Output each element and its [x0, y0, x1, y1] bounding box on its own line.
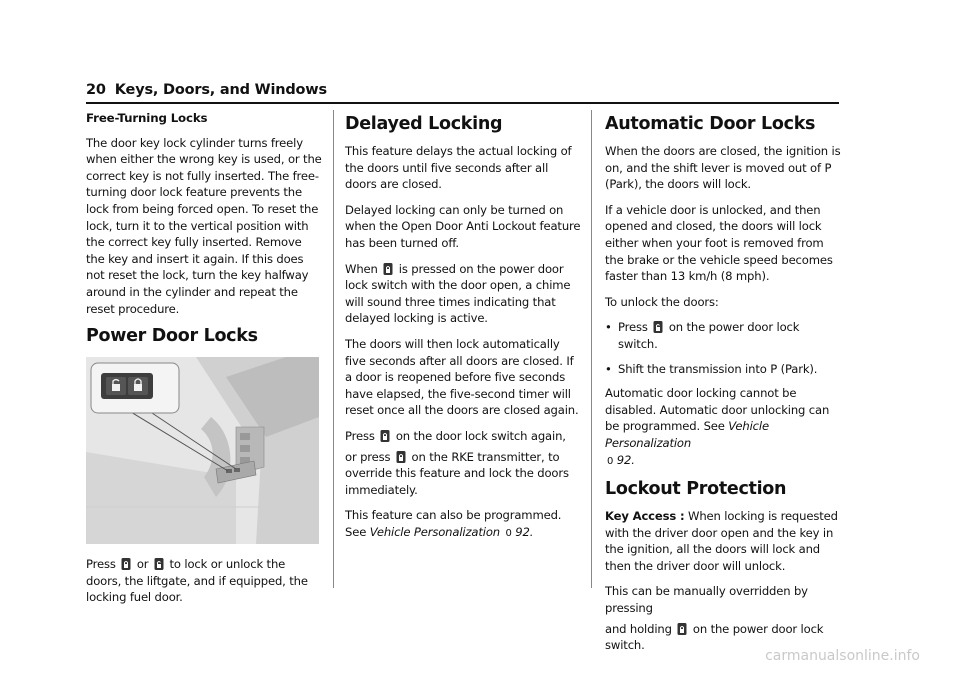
delayed-locking-heading: Delayed Locking — [345, 114, 503, 134]
door-lock-switch-illustration — [86, 357, 319, 544]
delayed-p7-text: This feature can also be programmed. See — [345, 508, 562, 539]
power-door-locks-heading: Power Door Locks — [86, 326, 258, 347]
bullet-press-unlock — [605, 319, 841, 352]
when-word: When — [345, 261, 378, 276]
auto-p4-text: Automatic door locking cannot be disabled. Automatic door unlocking can be programmed. See — [605, 386, 830, 434]
column-2 — [345, 110, 581, 551]
column-divider-2 — [591, 110, 592, 588]
lock-icon — [396, 451, 406, 463]
lock-icon — [383, 263, 393, 275]
power-lock-caption — [86, 556, 322, 606]
delayed-p6-text: on the RKE transmitter, to override this feature and lock the doors immediately. — [345, 449, 569, 497]
page-reference-number[interactable]: 92. — [616, 452, 635, 467]
vehicle-personalization-link[interactable]: Vehicle Personalization — [605, 419, 769, 450]
delayed-p6 — [345, 449, 581, 499]
column-divider-1 — [333, 110, 334, 588]
lockout-p3-text: on the power door lock switch. — [605, 621, 824, 653]
page-reference-number[interactable]: 92. — [515, 524, 534, 539]
auto-p3: To unlock the doors: — [605, 294, 719, 309]
auto-p4 — [605, 385, 841, 470]
key-access-label: Key Access : — [605, 509, 685, 524]
vehicle-personalization-link[interactable]: Vehicle Personalization — [369, 524, 500, 539]
press-word: Press — [345, 428, 375, 443]
page-number: 20 — [86, 82, 106, 98]
delayed-p3-text: is pressed on the power door lock switch with the door open, a chime will sound three times indicating that delayed locking is active. — [345, 261, 571, 326]
lock-icon — [380, 430, 390, 442]
or-press-words: or press — [345, 449, 391, 464]
delayed-p5-text: on the door lock switch again, — [395, 428, 566, 443]
lock-icon — [121, 558, 131, 570]
delayed-p1: This feature delays the actual locking of the doors until five seconds after all doors are closed. — [345, 144, 572, 192]
lockout-p1-text: When locking is requested with the driver door open and the key in the ignition, all the doors will lock and then the driver door will unlock. — [605, 509, 838, 573]
lock-icon — [677, 623, 687, 635]
lockout-protection-heading: Lockout Protection — [605, 479, 787, 500]
delayed-p3 — [345, 261, 581, 327]
auto-p2: If a vehicle door is unlocked, and then opened and closed, the doors will lock either when your foot is removed from the brake or the vehicle speed becomes faster than 13 km/h (8 mph). — [605, 202, 833, 284]
lockout-p1 — [605, 508, 841, 574]
bullet-1-text: on the power door lock switch. — [618, 320, 800, 351]
watermark: carmanualsonline.info — [765, 648, 920, 664]
press-word: Press — [618, 320, 648, 335]
delayed-p7 — [345, 507, 581, 542]
press-word: Press — [86, 557, 116, 572]
column-1 — [86, 110, 322, 615]
bullet-shift-park: • Shift the transmission into P (Park). — [605, 361, 841, 378]
delayed-p5 — [345, 428, 581, 445]
page-header — [86, 82, 327, 98]
header-rule — [86, 102, 839, 104]
delayed-p4: The doors will then lock automatically five seconds after all doors are closed. If a door is reopened before five seconds have elapsed, the five-second timer will reset once all the doors are closed again. — [345, 336, 579, 418]
unlock-icon — [653, 321, 663, 333]
lockout-p2: This can be manually overridden by pressing — [605, 584, 808, 616]
auto-p1: When the doors are closed, the ignition is on, and the shift lever is moved out of P (Park), the doors will lock. — [605, 144, 841, 192]
door-panel-drawing — [86, 357, 319, 544]
page-reference-icon: 0 — [505, 527, 512, 539]
free-turning-locks-subheading: Free-Turning Locks — [86, 111, 208, 125]
column-3 — [605, 110, 841, 663]
section-title: Keys, Doors, and Windows — [114, 82, 327, 98]
page-reference-icon: 0 — [607, 455, 614, 467]
automatic-door-locks-heading: Automatic Door Locks — [605, 114, 816, 134]
caption-text: to lock or unlock the doors, the liftgate, and if equipped, the locking fuel door. — [86, 557, 308, 605]
unlock-icon — [154, 558, 164, 570]
delayed-p2: Delayed locking can only be turned on when the Open Door Anti Lockout feature has been turned off. — [345, 202, 581, 250]
and-holding-words: and holding — [605, 621, 672, 636]
or-word: or — [136, 557, 149, 572]
free-turning-paragraph: The door key lock cylinder turns freely when either the wrong key is used, or the correct key is not fully inserted. The free-turning door lock feature prevents the lock from being forced open. To reset the lock, turn it to the vertical position with the correct key fully inserted. Remove the key and insert it again. If this does not reset the lock, turn the key halfway around in the cylinder and repeat the reset procedure. — [86, 135, 322, 316]
